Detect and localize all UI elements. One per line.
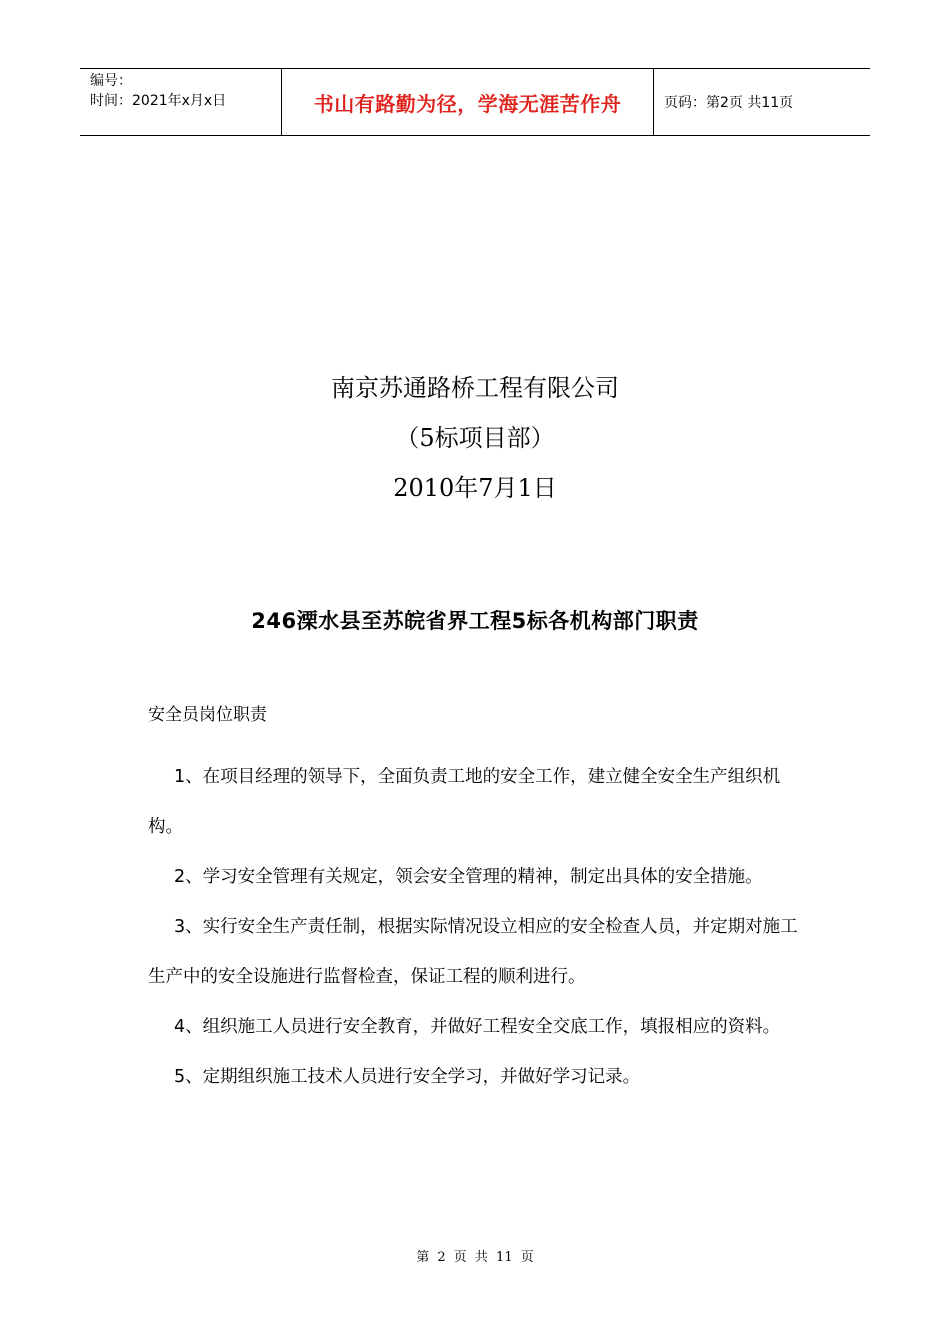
duty-item: 5、定期组织施工技术人员进行安全学习，并做好学习记录。 xyxy=(174,1067,641,1087)
duty-list xyxy=(148,752,808,1102)
motto-text: 书山有路勤为径，学海无涯苦作舟 xyxy=(313,91,622,116)
page-footer: 第 2 页 共 11 页 xyxy=(416,1250,534,1265)
duty-item: 3、实行安全生产责任制，根据实际情况设立相应的安全检查人员，并定期对施工生产中的安全设施进行监督检查，保证工程的顺利进行。 xyxy=(148,917,798,987)
duty-item: 4、组织施工人员进行安全教育，并做好工程安全交底工作，填报相应的资料。 xyxy=(174,1017,781,1037)
motto-cell xyxy=(282,69,654,135)
section-heading: 安全员岗位职责 xyxy=(148,705,267,725)
number-label: 编号： xyxy=(90,73,132,89)
duty-item: 1、在项目经理的领导下，全面负责工地的安全工作，建立健全安全生产组织机构。 xyxy=(148,767,781,837)
page-header xyxy=(80,68,870,136)
company-name: 南京苏通路桥工程有限公司 xyxy=(331,374,619,402)
header-meta-cell xyxy=(80,69,282,135)
page-code-text: 页码：第2页 共11页 xyxy=(664,95,794,111)
issue-date: 2010年7月1日 xyxy=(393,474,557,502)
page-code-cell xyxy=(654,69,870,135)
time-label: 时间：2021年x月x日 xyxy=(90,93,227,109)
duty-item: 2、学习安全管理有关规定，领会安全管理的精神，制定出具体的安全措施。 xyxy=(174,867,763,887)
document-title: 246溧水县至苏皖省界工程5标各机构部门职责 xyxy=(251,609,699,633)
project-name: （5标项目部） xyxy=(395,424,555,452)
